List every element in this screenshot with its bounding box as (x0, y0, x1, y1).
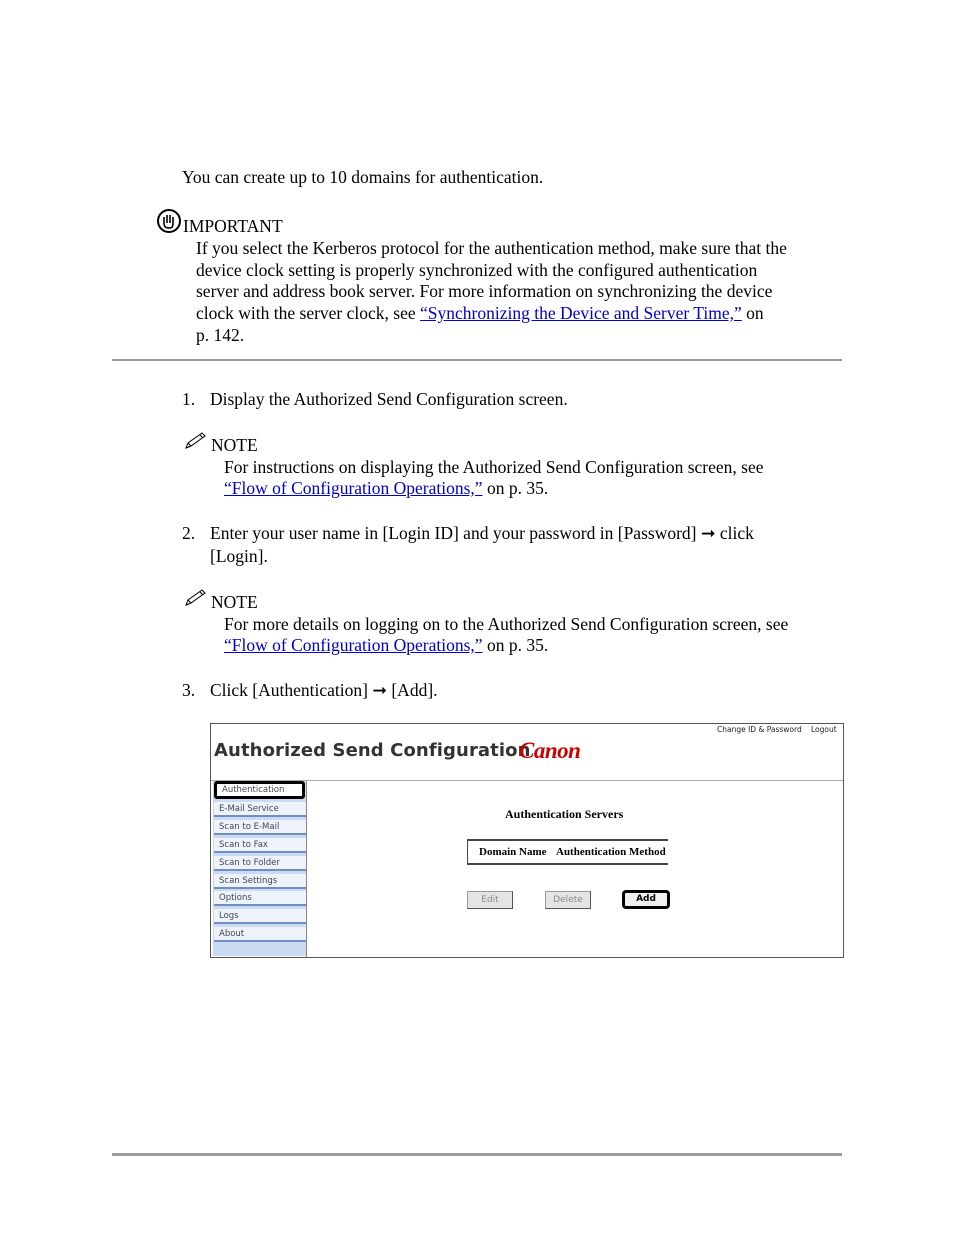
sidebar-divider (306, 781, 307, 957)
nav-logs[interactable]: Logs (214, 909, 306, 924)
flow-config-link[interactable]: “Flow of Configuration Operations,” (224, 635, 483, 655)
logout-link[interactable]: Logout (811, 725, 837, 734)
servers-table-header (467, 839, 668, 865)
step-text: [Login]. (210, 546, 268, 566)
nav-options[interactable]: Options (214, 891, 306, 906)
step-number: 3. (182, 680, 196, 700)
flow-config-link[interactable]: “Flow of Configuration Operations,” (224, 478, 483, 498)
edit-button[interactable]: Edit (467, 891, 513, 909)
important-line: clock with the server clock, see “Synchronizing the Device and Server Time,” on (196, 303, 764, 323)
section-divider (112, 359, 842, 361)
nav-scan-to-folder[interactable]: Scan to Folder (214, 856, 306, 871)
important-line: device clock setting is properly synchronized with the configured authentication (196, 260, 758, 280)
intro-text: You can create up to 10 domains for authentication. (182, 167, 544, 187)
nav-about[interactable]: About (214, 927, 306, 942)
canon-logo: Canon (519, 738, 581, 763)
note-label: NOTE (211, 435, 258, 455)
nav-scan-settings[interactable]: Scan Settings (214, 874, 306, 889)
change-id-password-link[interactable]: Change ID & Password (717, 725, 802, 734)
col-domain-name: Domain Name (479, 846, 547, 858)
auth-servers-heading: Authentication Servers (505, 807, 624, 821)
step-text: Enter your user name in [Login ID] and your password in [Password] ➞ click (210, 523, 754, 543)
note-label: NOTE (211, 592, 258, 612)
col-auth-method: Authentication Method (556, 846, 666, 858)
note-line: For more details on logging on to the Authorized Send Configuration screen, see (224, 614, 789, 634)
config-screenshot (210, 723, 844, 958)
app-title: Authorized Send Configuration (214, 740, 531, 761)
hand-stop-icon (157, 209, 181, 238)
note-line: “Flow of Configuration Operations,” on p. 35. (224, 478, 549, 498)
nav-scan-to-email[interactable]: Scan to E-Mail (214, 820, 306, 835)
pencil-icon (184, 431, 210, 456)
nav-authentication[interactable]: Authentication (214, 781, 305, 799)
nav-scan-to-fax[interactable]: Scan to Fax (214, 838, 306, 853)
step-number: 2. (182, 523, 196, 543)
pencil-icon (184, 588, 210, 613)
note-line: For instructions on displaying the Authorized Send Configuration screen, see (224, 457, 764, 477)
important-line: server and address book server. For more information on synchronizing the device (196, 281, 773, 301)
step-text: Display the Authorized Send Configuration screen. (210, 389, 568, 409)
add-button[interactable]: Add (622, 890, 670, 909)
note-line: “Flow of Configuration Operations,” on p. 35. (224, 635, 549, 655)
sync-time-link[interactable]: “Synchronizing the Device and Server Time,” (420, 303, 742, 323)
step-text: Click [Authentication] ➞ [Add]. (210, 680, 438, 700)
delete-button[interactable]: Delete (545, 891, 591, 909)
nav-email-service[interactable]: E-Mail Service (214, 802, 306, 817)
step-number: 1. (182, 389, 196, 409)
footer-rule (112, 1153, 842, 1156)
important-line: p. 142. (196, 325, 245, 345)
sidebar (213, 781, 306, 956)
important-label: IMPORTANT (183, 216, 283, 236)
important-line: If you select the Kerberos protocol for the authentication method, make sure that the (196, 238, 787, 258)
